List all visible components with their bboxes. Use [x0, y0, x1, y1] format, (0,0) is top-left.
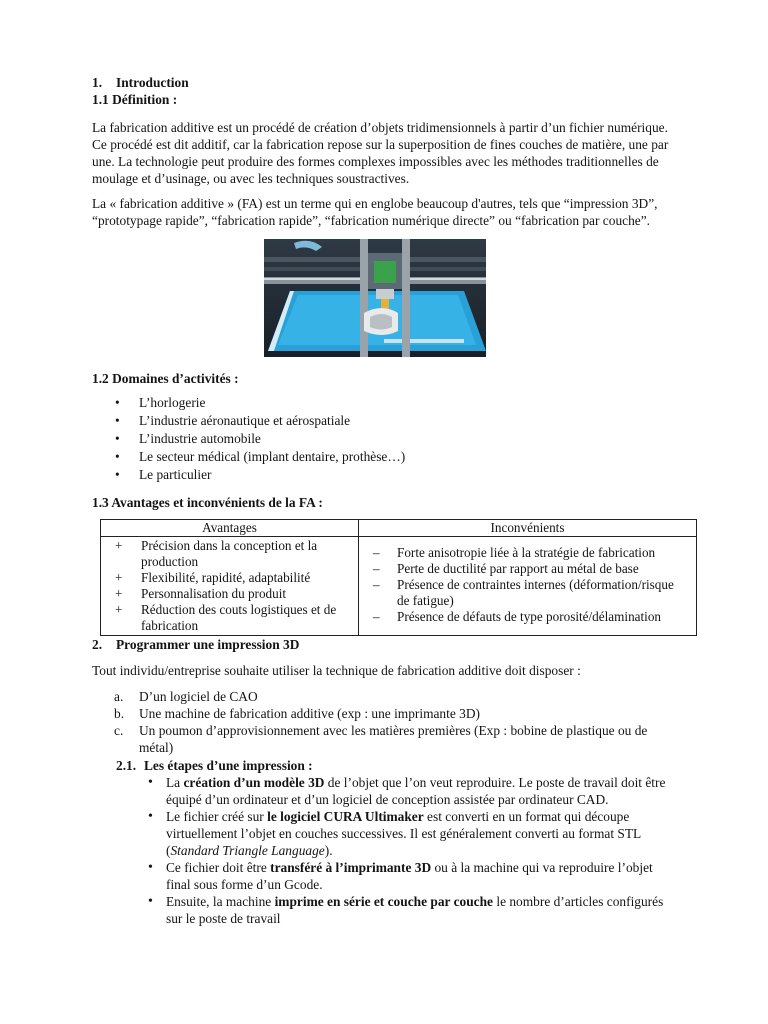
- disadvantage-row: – Forte anisotropie liée à la stratégie de fabrication: [373, 545, 656, 560]
- advantage-row: + Flexibilité, rapidité, adaptabilité: [115, 570, 311, 585]
- list-item: • L’horlogerie: [92, 394, 677, 412]
- print-steps-list: [92, 774, 677, 927]
- document-page: [92, 74, 677, 927]
- requirements-list: [92, 688, 677, 756]
- list-item: • Ensuite, la machine imprime en série et couche par couche le nombre d’articles configurés sur le poste de travail: [92, 893, 677, 927]
- section-1-heading: 1. Introduction: [92, 75, 189, 90]
- list-item: • Ce fichier doit être transféré à l’imprimante 3D ou à la machine qui va reproduire l’objet final sous forme d’un Gcode.: [92, 859, 677, 893]
- list-item: • Le particulier: [92, 466, 677, 484]
- list-item: • L’industrie automobile: [92, 430, 677, 448]
- disadvantage-row: – Présence de contraintes internes (déformation/risque de fatigue): [373, 577, 674, 608]
- disadvantage-row: – Perte de ductilité par rapport au métal de base: [373, 561, 639, 576]
- list-item: • Le secteur médical (implant dentaire, prothèse…): [92, 448, 677, 466]
- disadvantages-cell: [359, 537, 697, 636]
- section-2-1-heading: 2.1. Les étapes d’une impression :: [116, 758, 313, 773]
- activities-list: [92, 394, 677, 484]
- disadvantages-header: Inconvénients: [359, 520, 697, 537]
- advantage-row: + Précision dans la conception et la production: [115, 538, 318, 569]
- advantages-cell: [101, 537, 359, 636]
- section-2-intro: Tout individu/entreprise souhaite utiliser la technique de fabrication additive doit disposer :: [92, 663, 581, 678]
- section-1-3-heading: 1.3 Avantages et inconvénients de la FA :: [92, 495, 323, 510]
- pros-cons-table: [100, 519, 697, 636]
- list-item: c. Un poumon d’approvisionnement avec les matières premières (Exp : bobine de plastique ou de métal): [114, 723, 648, 755]
- list-item: a. D’un logiciel de CAO: [114, 689, 258, 704]
- section-2-heading: 2. Programmer une impression 3D: [92, 637, 300, 652]
- section-1-2-heading: 1.2 Domaines d’activités :: [92, 371, 239, 386]
- section-1-1-heading: 1.1 Définition :: [92, 92, 178, 107]
- advantage-row: + Personnalisation du produit: [115, 586, 287, 601]
- 3d-printer-image: [264, 239, 486, 357]
- list-item: b. Une machine de fabrication additive (exp : une imprimante 3D): [114, 706, 480, 721]
- disadvantage-row: – Présence de défauts de type porosité/délamination: [373, 609, 662, 624]
- list-item: • Le fichier créé sur le logiciel CURA Ultimaker est converti en un format qui découpe virtuellement l’objet en couches successives. Il est généralement converti au format STL (Standard Triangle Language).: [92, 808, 677, 859]
- advantages-header: Avantages: [101, 520, 359, 537]
- definition-paragraph: La fabrication additive est un procédé de création d’objets tridimensionnels à partir d’un fichier numérique. Ce procédé est dit additif, car la fabrication repose sur la superposition de fines couches de matière, une par une. La technologie peut produire des formes complexes impossibles avec les méthodes traditionnelles de moulage et d’usinage, ou avec les techniques soustractives.: [92, 120, 669, 186]
- list-item: • L’industrie aéronautique et aérospatiale: [92, 412, 677, 430]
- fa-terms-paragraph: La « fabrication additive » (FA) est un terme qui en englobe beaucoup d'autres, tels que “impression 3D”, “prototypage rapide”, “fabrication rapide”, “fabrication numérique directe” ou “fabrication par couche”.: [92, 196, 658, 228]
- list-item: • La création d’un modèle 3D de l’objet que l’on veut reproduire. Le poste de travail doit être équipé d’un ordinateur et d’un logiciel de conception assistée par ordinateur CAD.: [92, 774, 677, 808]
- advantage-row: + Réduction des couts logistiques et de fabrication: [115, 602, 337, 633]
